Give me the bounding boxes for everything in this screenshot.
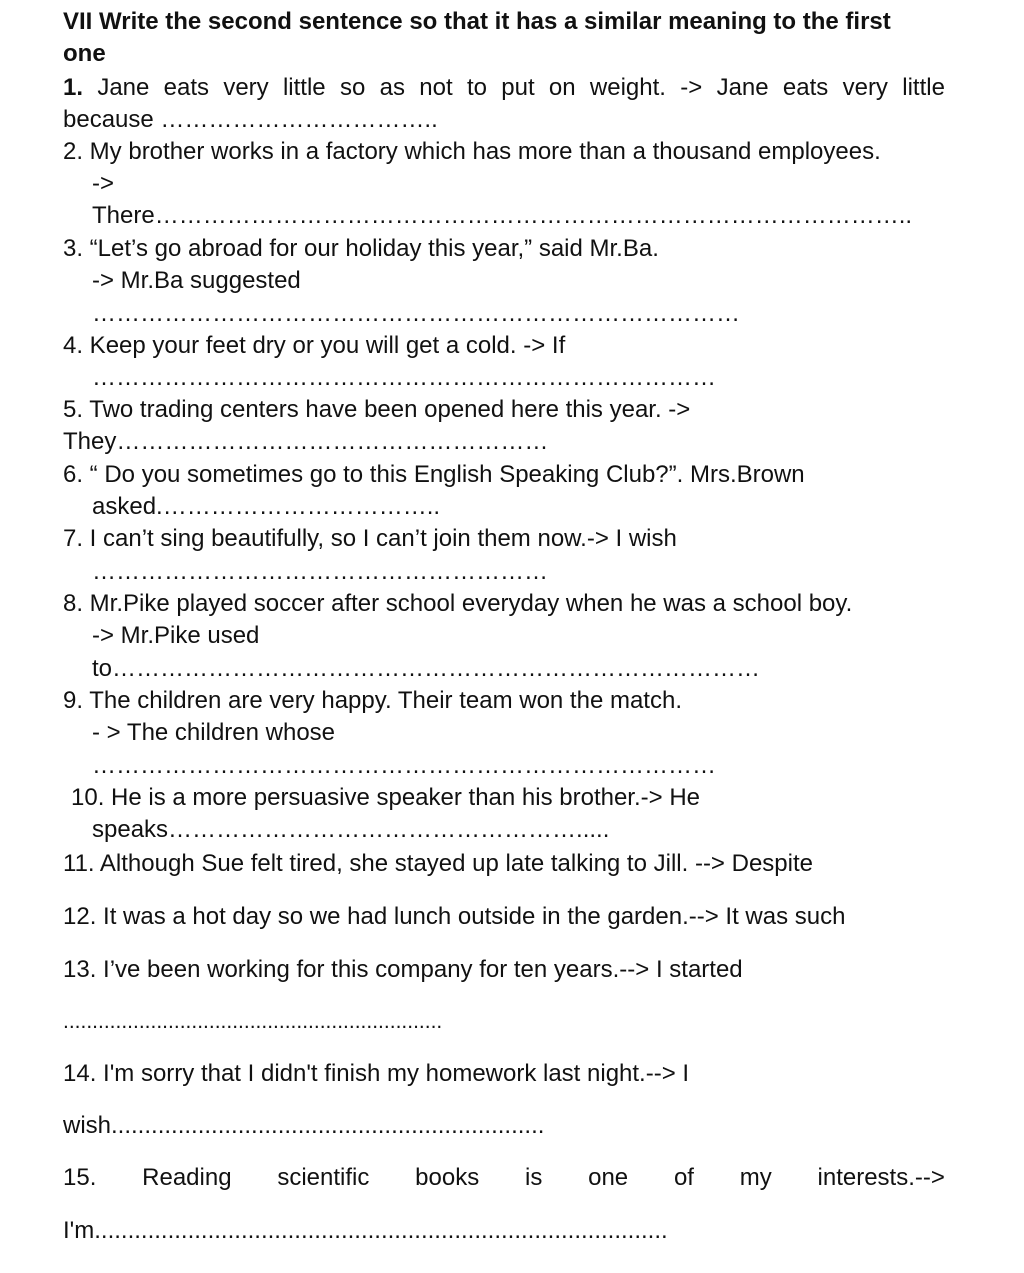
q1-word: to [466,74,487,101]
question-9-text: 9. The children are very happy. Their team won the match. [63,687,682,714]
question-8-answer-line[interactable]: to……………………………………………………………………… [92,655,761,682]
question-3-prompt: -> Mr.Ba suggested [92,267,301,294]
q1-word: so [339,74,366,101]
q1-word: eats [782,74,829,101]
q1-word: -> [680,74,703,101]
q15-word: scientific [277,1164,370,1191]
question-10-answer-line[interactable]: speaks……………………………………………..... [92,816,610,843]
question-7-answer-line[interactable]: ………………………………………………… [92,558,548,585]
question-15-line-1 [63,1162,945,1194]
q1-word: not [419,74,453,101]
question-6-text: 6. “ Do you sometimes go to this English Speaking Club?”. Mrs.Brown [63,461,805,488]
question-10-text: 10. He is a more persuasive speaker than his brother.-> He [71,784,700,811]
question-4-text: 4. Keep your feet dry or you will get a cold. -> If [63,332,566,359]
question-1-line-1 [63,72,945,104]
question-2-text: 2. My brother works in a factory which has more than a thousand employees. [63,138,881,165]
question-8-prompt: -> Mr.Pike used [92,622,260,649]
question-7-text: 7. I can’t sing beautifully, so I can’t join them now.-> I wish [63,525,677,552]
question-14-answer-line[interactable]: wish................................................................. [63,1112,545,1139]
q15-word: my [739,1164,772,1191]
question-3-answer-line[interactable]: ……………………………………………………………………… [92,300,740,327]
question-9-answer-line[interactable]: …………………………………………………………………… [92,752,716,779]
q15-word: of [673,1164,694,1191]
exercise-title: VII Write the second sentence so that it has a similar meaning to the first [63,8,891,35]
q15-word: is [524,1164,543,1191]
question-1-number: 1. [63,74,84,101]
question-4-answer-line[interactable]: …………………………………………………………………… [92,364,716,391]
q1-word: Jane [716,74,769,101]
question-1-answer-line[interactable]: because …………………………….. [63,106,438,133]
question-2-answer-line[interactable]: There………………………………………………………………………………….. [92,202,913,229]
q1-word: put [501,74,535,101]
q1-word: very [842,74,888,101]
question-6-answer-line[interactable]: asked.…………………………….. [92,493,441,520]
q1-word: eats [163,74,210,101]
question-13-answer-line[interactable]: ................................................................. [63,1010,443,1033]
question-9-prompt: - > The children whose [92,719,336,746]
q1-word: little [902,74,945,101]
question-11-text: 11. Although Sue felt tired, she stayed up late talking to Jill. --> Despite [63,850,813,877]
q15-word: Reading [142,1164,232,1191]
question-5-text: 5. Two trading centers have been opened here this year. -> [63,396,691,423]
question-14-text: 14. I'm sorry that I didn't finish my homework last night.--> I [63,1060,690,1087]
q1-word: Jane [97,74,150,101]
question-8-text: 8. Mr.Pike played soccer after school everyday when he was a school boy. [63,590,853,617]
exercise-title-continuation: one [63,40,106,67]
q1-word: as [379,74,405,101]
q1-word: weight. [589,74,666,101]
q1-word: little [282,74,326,101]
question-12-text: 12. It was a hot day so we had lunch outside in the garden.--> It was such [63,903,846,930]
question-13-text: 13. I’ve been working for this company for ten years.--> I started [63,956,743,983]
question-2-arrow: -> [92,170,115,197]
q15-word: one [588,1164,629,1191]
q15-word: books [415,1164,480,1191]
q1-word: very [223,74,269,101]
question-5-answer-line[interactable]: They……………………………………………… [63,428,549,455]
question-15-number: 15. [63,1164,97,1191]
q1-word: on [548,74,576,101]
question-3-text: 3. “Let’s go abroad for our holiday this year,” said Mr.Ba. [63,235,659,262]
question-15-answer-line[interactable]: I'm...................................................................................... [63,1217,668,1244]
q15-word: interests.--> [817,1164,945,1191]
